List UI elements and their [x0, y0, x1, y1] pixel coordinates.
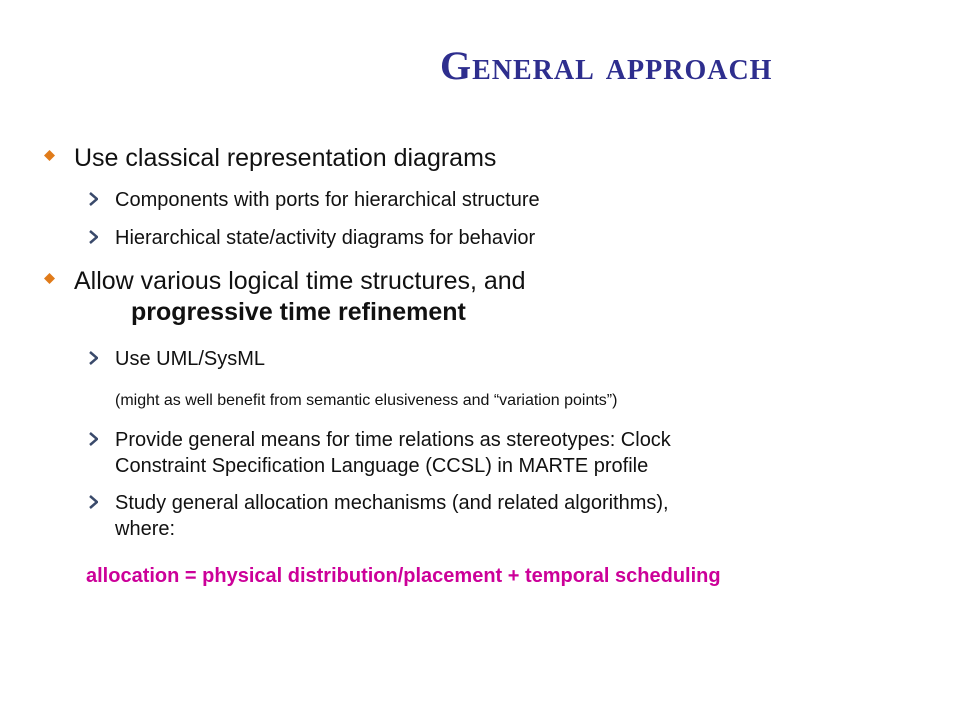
- bullet-level2: [115, 490, 669, 542]
- sub-bullet-text-continuation: Constraint Specification Language (CCSL) in MARTE profile: [115, 455, 649, 477]
- allocation-definition: allocation = physical distribution/placement + temporal scheduling: [86, 565, 721, 587]
- orange-diamond-bullet-icon: [44, 150, 55, 161]
- sub-bullet-text-continuation: where:: [115, 518, 176, 540]
- sub-bullet-text: Use UML/SysML: [115, 348, 266, 370]
- chevron-right-bullet-icon: [89, 230, 98, 244]
- bullet-level1: [74, 266, 526, 328]
- sub-bullet-text: Study general allocation mechanisms (and related algorithms),: [115, 492, 669, 514]
- bullet-level2: [115, 187, 540, 213]
- sub-bullet-text: Provide general means for time relations as stereotypes: Clock: [115, 429, 671, 451]
- chevron-right-bullet-icon: [89, 351, 98, 365]
- chevron-right-bullet-icon: [89, 495, 98, 509]
- chevron-right-bullet-icon: [89, 192, 98, 206]
- sub-bullet-text: Hierarchical state/activity diagrams for behavior: [115, 227, 536, 249]
- slide-title: General approach: [440, 43, 773, 88]
- orange-diamond-bullet-icon: [44, 273, 55, 284]
- bullet-level2: [115, 346, 265, 372]
- bullet-text: Use classical representation diagrams: [74, 144, 497, 172]
- sub-bullet-text: Components with ports for hierarchical structure: [115, 189, 540, 211]
- bullet-level1: [74, 143, 496, 174]
- bullet-level2: [115, 225, 535, 251]
- chevron-right-bullet-icon: [89, 432, 98, 446]
- sub-bullet-note: [115, 388, 617, 414]
- bullet-level2: [115, 427, 671, 479]
- bullet-text: Allow various logical time structures, and: [74, 267, 526, 295]
- sub-bullet-note-text: (might as well benefit from semantic elusiveness and “variation points”): [115, 392, 618, 409]
- bullet-text-continuation: progressive time refinement: [131, 298, 466, 326]
